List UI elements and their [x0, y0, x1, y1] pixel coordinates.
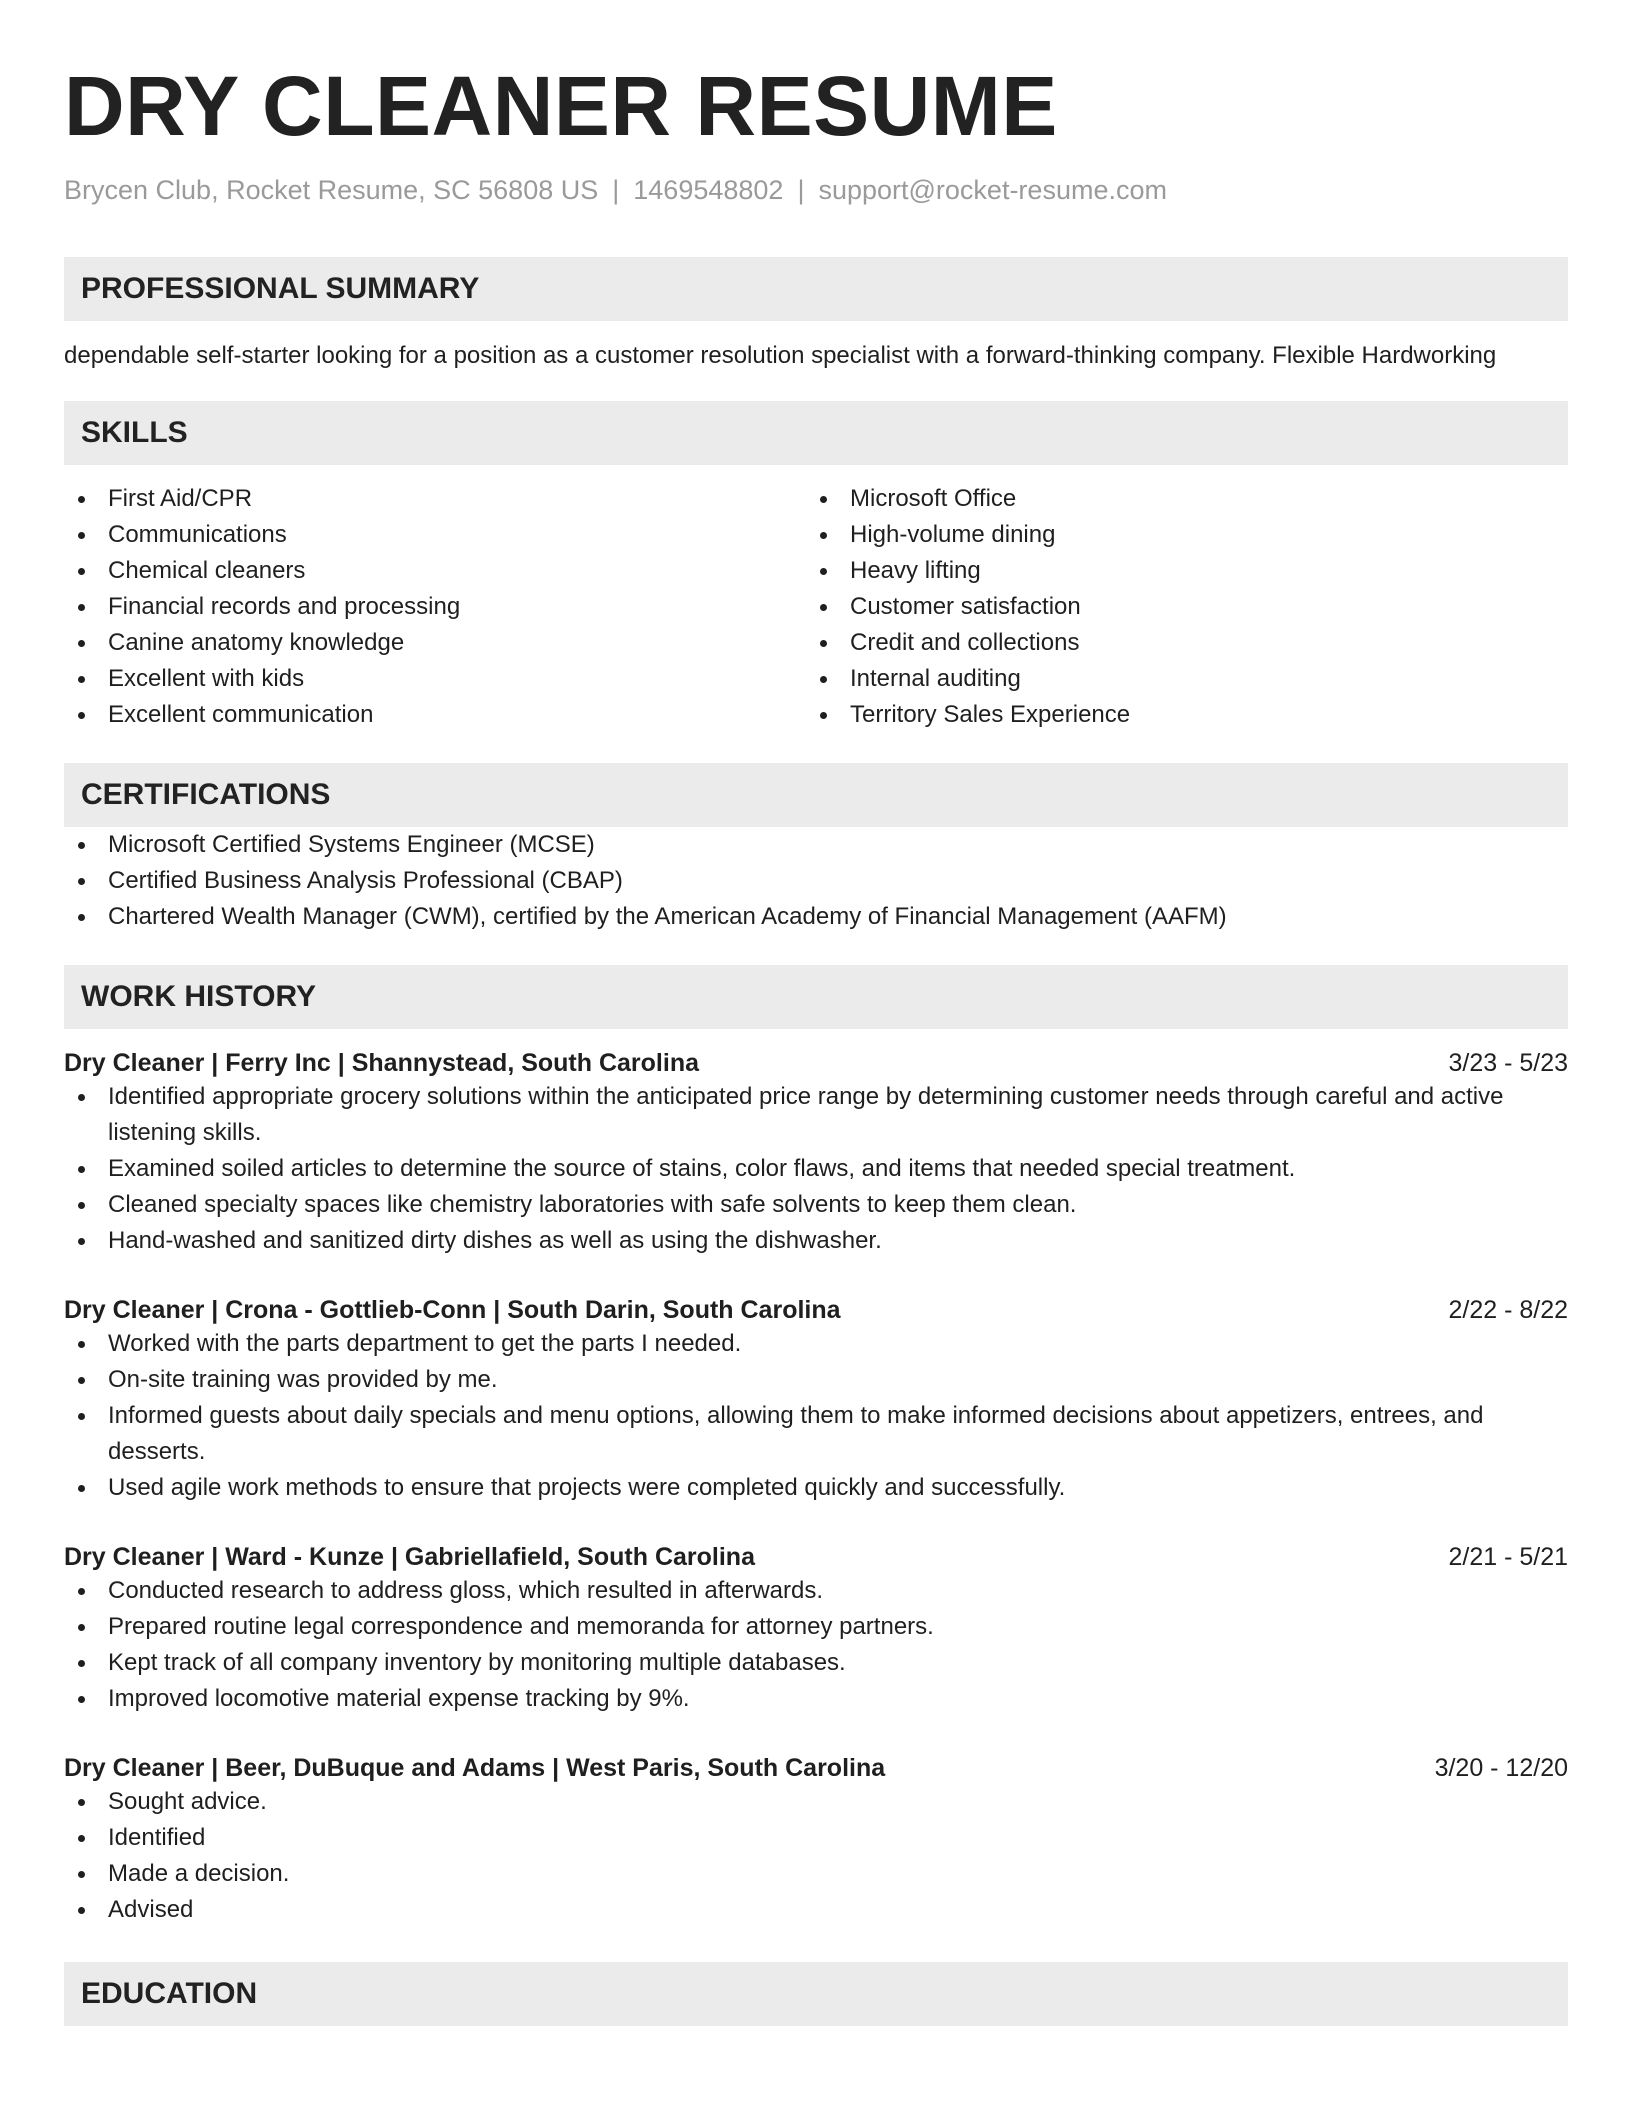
- skill-item: Microsoft Office: [806, 481, 1548, 517]
- skill-item: Excellent communication: [64, 697, 806, 733]
- job-header: [64, 1047, 1568, 1079]
- job-dates: 3/20 - 12/20: [1434, 1754, 1568, 1782]
- certification-item: Microsoft Certified Systems Engineer (MCSE): [64, 827, 1568, 863]
- job-bullet: Informed guests about daily specials and menu options, allowing them to make informed decisions about appetizers, entrees, and desserts.: [64, 1398, 1568, 1470]
- page-title: DRY CLEANER RESUME: [64, 59, 1058, 153]
- skill-item: Heavy lifting: [806, 553, 1548, 589]
- job-bullet: On-site training was provided by me.: [64, 1362, 1568, 1398]
- skill-item: Canine anatomy knowledge: [64, 625, 806, 661]
- skill-item: Customer satisfaction: [806, 589, 1548, 625]
- contact-line: [64, 174, 1568, 206]
- job-title: Dry Cleaner | Ferry Inc | Shannystead, South Carolina: [64, 1049, 699, 1077]
- job-bullet: Advised: [64, 1892, 1568, 1928]
- job-title: Dry Cleaner | Crona - Gottlieb-Conn | South Darin, South Carolina: [64, 1296, 841, 1324]
- skills-list-right: [806, 481, 1548, 733]
- job-bullet: Made a decision.: [64, 1856, 1568, 1892]
- certification-item: Chartered Wealth Manager (CWM), certified by the American Academy of Financial Management (AAFM): [64, 899, 1568, 935]
- skill-item: Territory Sales Experience: [806, 697, 1548, 733]
- certification-item: Certified Business Analysis Professional (CBAP): [64, 863, 1568, 899]
- job-entry: [64, 1294, 1568, 1506]
- job-entry: [64, 1047, 1568, 1259]
- job-bullet: Cleaned specialty spaces like chemistry laboratories with safe solvents to keep them clean.: [64, 1187, 1568, 1223]
- skills-list-left: [64, 481, 806, 733]
- job-bullets: [64, 1573, 1568, 1717]
- section-heading-education: EDUCATION: [64, 1962, 1568, 2026]
- job-bullet: Kept track of all company inventory by monitoring multiple databases.: [64, 1645, 1568, 1681]
- job-bullet: Hand-washed and sanitized dirty dishes as well as using the dishwasher.: [64, 1223, 1568, 1259]
- job-title: Dry Cleaner | Beer, DuBuque and Adams | West Paris, South Carolina: [64, 1754, 886, 1782]
- section-heading-skills: SKILLS: [64, 401, 1568, 465]
- skill-item: First Aid/CPR: [64, 481, 806, 517]
- job-bullet: Worked with the parts department to get the parts I needed.: [64, 1326, 1568, 1362]
- job-bullet: Examined soiled articles to determine the source of stains, color flaws, and items that needed special treatment.: [64, 1151, 1568, 1187]
- contact-phone: 1469548802: [633, 175, 784, 205]
- job-dates: 2/22 - 8/22: [1448, 1296, 1568, 1324]
- job-header: [64, 1294, 1568, 1326]
- job-bullet: Identified: [64, 1820, 1568, 1856]
- contact-separator: |: [612, 175, 620, 205]
- job-entry: [64, 1541, 1568, 1717]
- contact-separator: |: [797, 175, 805, 205]
- contact-address: Brycen Club, Rocket Resume, SC 56808 US: [64, 175, 599, 205]
- contact-email: support@rocket-resume.com: [818, 175, 1167, 205]
- job-bullet: Sought advice.: [64, 1784, 1568, 1820]
- certifications-list: [64, 827, 1568, 935]
- skill-item: High-volume dining: [806, 517, 1548, 553]
- job-title: Dry Cleaner | Ward - Kunze | Gabriellafield, South Carolina: [64, 1543, 755, 1571]
- skills-grid: [64, 481, 1568, 733]
- section-heading-summary: PROFESSIONAL SUMMARY: [64, 257, 1568, 321]
- job-entry: [64, 1752, 1568, 1928]
- job-bullet: Used agile work methods to ensure that projects were completed quickly and successfully.: [64, 1470, 1568, 1506]
- job-header: [64, 1541, 1568, 1573]
- skill-item: Excellent with kids: [64, 661, 806, 697]
- job-bullet: Conducted research to address gloss, which resulted in afterwards.: [64, 1573, 1568, 1609]
- skill-item: Credit and collections: [806, 625, 1548, 661]
- skill-item: Financial records and processing: [64, 589, 806, 625]
- section-heading-work-history: WORK HISTORY: [64, 965, 1568, 1029]
- job-bullets: [64, 1784, 1568, 1928]
- skill-item: Communications: [64, 517, 806, 553]
- job-dates: 2/21 - 5/21: [1448, 1543, 1568, 1571]
- job-header: [64, 1752, 1568, 1784]
- job-dates: 3/23 - 5/23: [1448, 1049, 1568, 1077]
- job-bullets: [64, 1079, 1568, 1259]
- skill-item: Internal auditing: [806, 661, 1548, 697]
- job-bullet: Identified appropriate grocery solutions within the anticipated price range by determining customer needs through careful and active listening skills.: [64, 1079, 1568, 1151]
- skills-column-right: [806, 481, 1548, 733]
- summary-text: dependable self-starter looking for a position as a customer resolution specialist with a forward-thinking company. Flexible Hardworking: [64, 342, 1497, 369]
- job-bullet: Improved locomotive material expense tracking by 9%.: [64, 1681, 1568, 1717]
- job-bullet: Prepared routine legal correspondence and memoranda for attorney partners.: [64, 1609, 1568, 1645]
- skills-column-left: [64, 481, 806, 733]
- skill-item: Chemical cleaners: [64, 553, 806, 589]
- job-bullets: [64, 1326, 1568, 1506]
- section-heading-certifications: CERTIFICATIONS: [64, 763, 1568, 827]
